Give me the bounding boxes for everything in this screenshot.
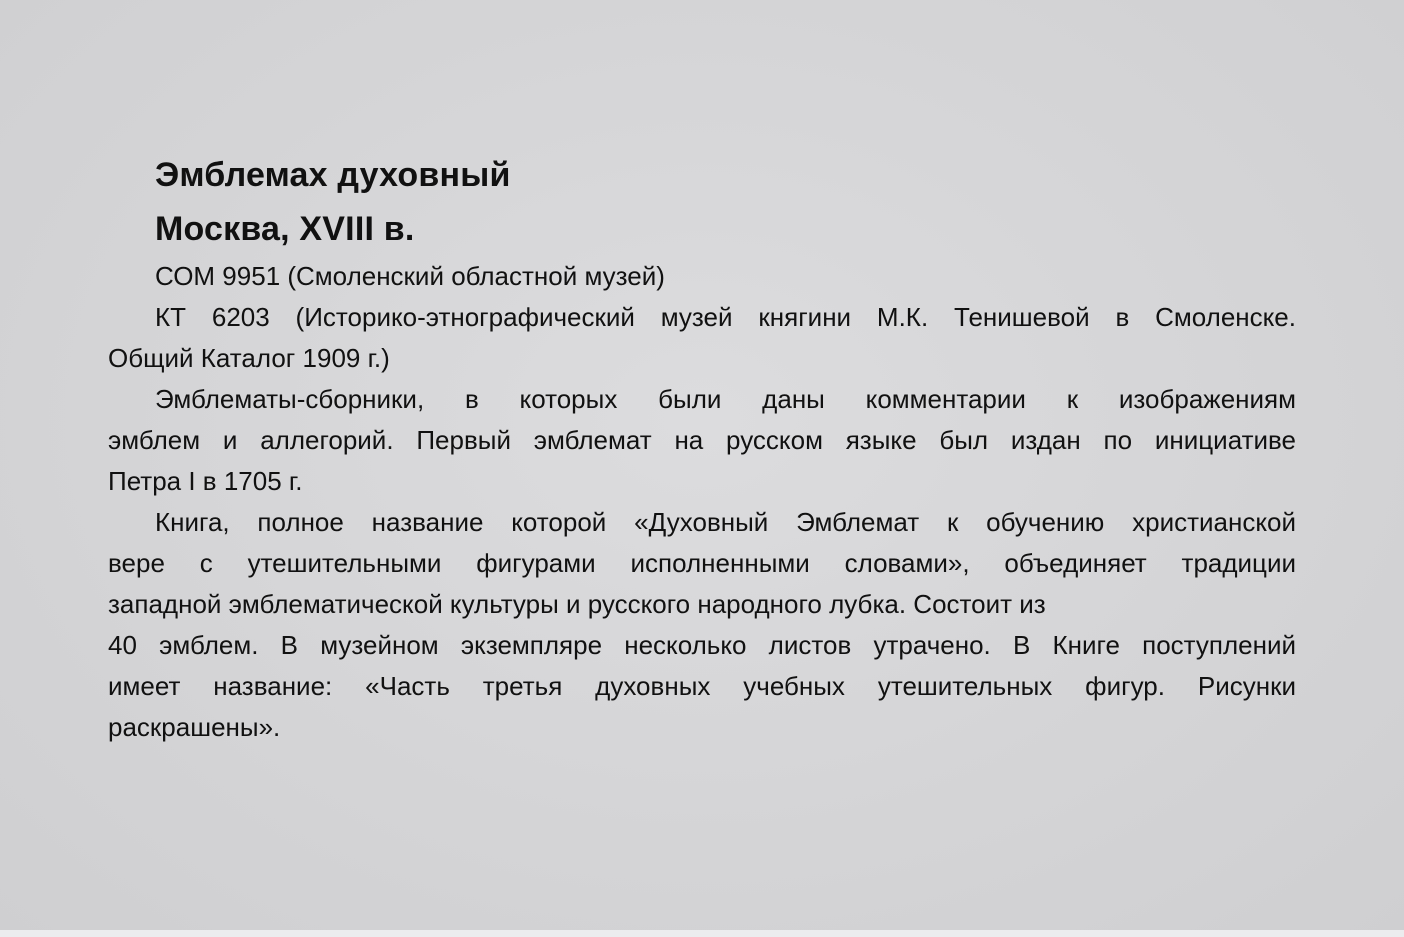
book-line-2: вере с утешительными фигурами исполненными словами», объединяет традиции xyxy=(108,548,1296,578)
text-block xyxy=(108,148,1296,748)
title-line-2: Москва, XVIII в. xyxy=(155,210,415,248)
emblemata-line-3: Петра I в 1705 г. xyxy=(108,466,303,496)
book-line-6: раскрашены». xyxy=(108,712,281,742)
catalog-som: СОМ 9951 (Смоленский областной музей) xyxy=(155,261,665,291)
title-line-1: Эмблемах духовный xyxy=(155,156,511,194)
book-line-3: западной эмблематической культуры и русского народного лубка. Состоит из xyxy=(108,589,1046,619)
emblemata-line-2: эмблем и аллегорий. Первый эмблемат на русском языке был издан по инициативе xyxy=(108,425,1296,455)
emblemata-line-1: Эмблематы-сборники, в которых были даны комментарии к изображениям xyxy=(155,384,1296,414)
book-line-5: имеет название: «Часть третья духовных учебных утешительных фигур. Рисунки xyxy=(108,671,1296,701)
book-line-1: Книга, полное название которой «Духовный Эмблемат к обучению христианской xyxy=(155,507,1296,537)
book-line-4: 40 эмблем. В музейном экземпляре несколько листов утрачено. В Книге поступлений xyxy=(108,630,1296,660)
catalog-kt-line-1: КТ 6203 (Историко-этнографический музей княгини М.К. Тенишевой в Смоленске. xyxy=(155,302,1296,332)
catalog-kt-line-2: Общий Каталог 1909 г.) xyxy=(108,343,390,373)
bottom-strip xyxy=(0,930,1404,937)
